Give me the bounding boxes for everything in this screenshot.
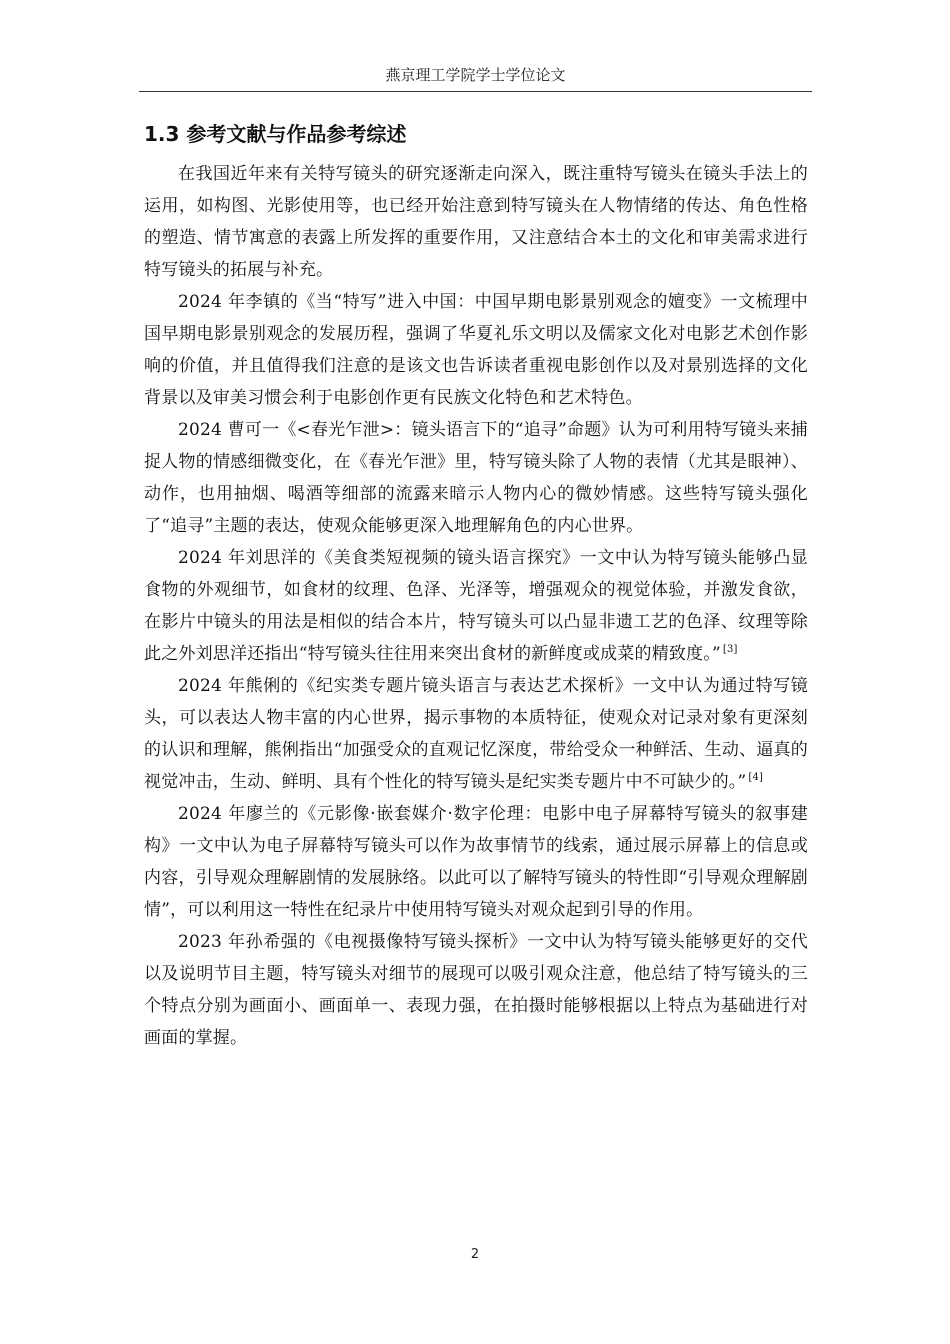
citation-marker: [3] [722, 644, 738, 656]
page-header [139, 64, 812, 92]
paragraph-text: 2024 年刘思洋的《美食类短视频的镜头语言探究》一文中认为特写镜头能够凸显食物的外观细节，如食材的纹理、色泽、光泽等，增强观众的视觉体验，并激发食欲，在影片中镜头的用法是相似的结合本片，特写镜头可以凸显非遗工艺的色泽、纹理等除此之外刘思洋还指出“特写镜头往往用来突出食材的新鲜度或成菜的精致度。” [144, 548, 808, 664]
paragraph-4 [144, 542, 808, 670]
page-number: 2 [470, 1247, 480, 1262]
paragraph-1 [144, 158, 808, 286]
paragraph-7 [144, 926, 808, 1054]
body-text [144, 158, 808, 1054]
paragraph-3 [144, 414, 808, 542]
paragraph-text: 2024 年廖兰的《元影像·嵌套媒介·数字伦理：电影中电子屏幕特写镜头的叙事建构》一文中认为电子屏幕特写镜头可以作为故事情节的线索，通过展示屏幕上的信息或内容，引导观众理解剧情的发展脉络。以此可以了解特写镜头的特性即“引导观众理解剧情”，可以利用这一特性在纪录片中使用特写镜头对观众起到引导的作用。 [144, 804, 808, 920]
paragraph-text: 2023 年孙希强的《电视摄像特写镜头探析》一文中认为特写镜头能够更好的交代以及说明节目主题，特写镜头对细节的展现可以吸引观众注意，他总结了特写镜头的三个特点分别为画面小、画面单一、表现力强，在拍摄时能够根据以上特点为基础进行对画面的掌握。 [144, 932, 808, 1048]
paragraph-6 [144, 798, 808, 926]
paragraph-text: 2024 年熊俐的《纪实类专题片镜头语言与表达艺术探析》一文中认为通过特写镜头，可以表达人物丰富的内心世界，揭示事物的本质特征，使观众对记录对象有更深刻的认识和理解，熊俐指出“加强受众的直观记忆深度，带给受众一种鲜活、生动、逼真的视觉冲击，生动、鲜明、具有个性化的特写镜头是纪实类专题片中不可缺少的。” [144, 676, 808, 792]
header-title: 燕京理工学院学士学位论文 [385, 66, 566, 84]
citation-marker: [4] [748, 772, 764, 784]
section-heading: 1.3 参考文献与作品参考综述 [144, 122, 407, 146]
paragraph-2 [144, 286, 808, 414]
paragraph-text: 2024 曹可一《<春光乍泄>：镜头语言下的“追寻”命题》认为可利用特写镜头来捕捉人物的情感细微变化，在《春光乍泄》里，特写镜头除了人物的表情（尤其是眼神）、动作，也用抽烟、喝酒等细部的流露来暗示人物内心的微妙情感。这些特写镜头强化了“追寻”主题的表达，使观众能够更深入地理解角色的内心世界。 [144, 420, 808, 536]
paragraph-text: 2024 年李镇的《当“特写”进入中国：中国早期电影景别观念的嬗变》一文梳理中国早期电影景别观念的发展历程，强调了华夏礼乐文明以及儒家文化对电影艺术创作影响的价值，并且值得我们注意的是该文也告诉读者重视电影创作以及对景别选择的文化背景以及审美习惯会利于电影创作更有民族文化特色和艺术特色。 [144, 292, 808, 408]
paragraph-5 [144, 670, 808, 798]
paragraph-text: 在我国近年来有关特写镜头的研究逐渐走向深入，既注重特写镜头在镜头手法上的运用，如构图、光影使用等，也已经开始注意到特写镜头在人物情绪的传达、角色性格的塑造、情节寓意的表露上所发挥的重要作用，又注意结合本土的文化和审美需求进行特写镜头的拓展与补充。 [144, 164, 808, 280]
